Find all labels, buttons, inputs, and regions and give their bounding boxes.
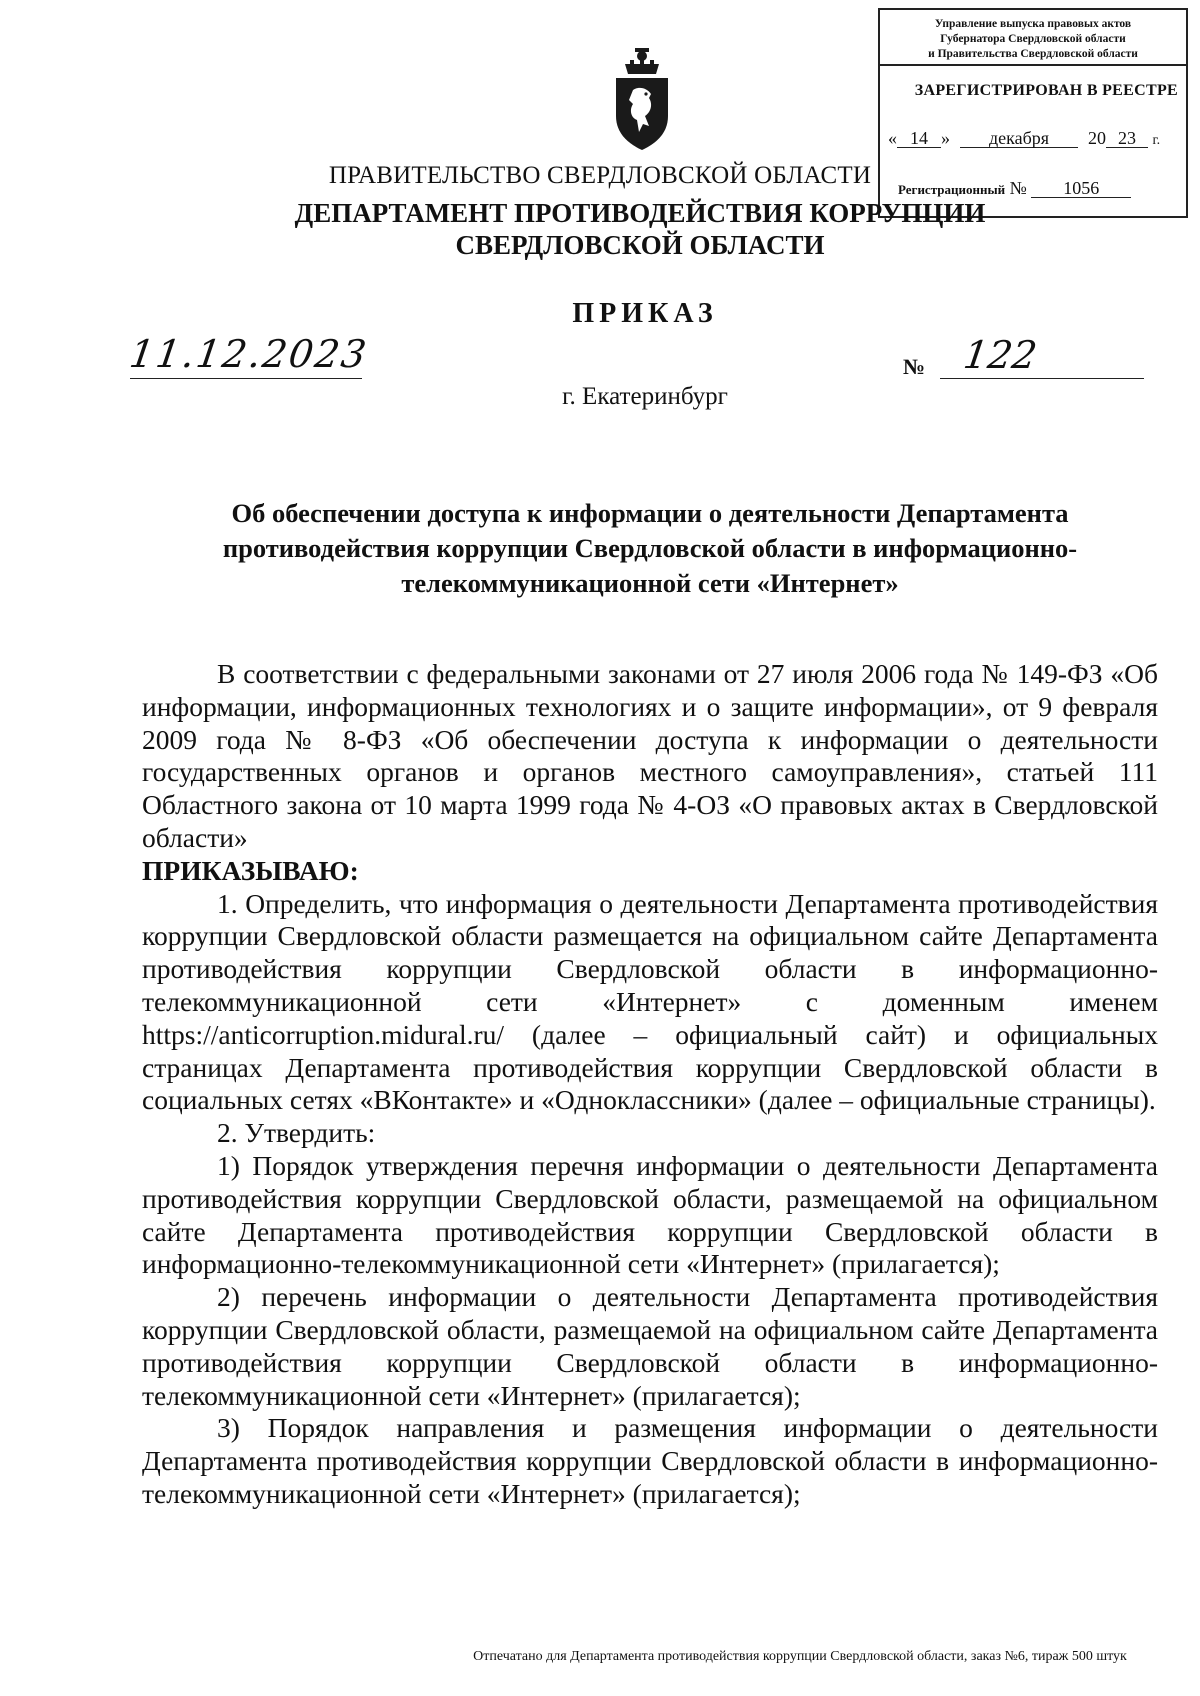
order-word: ПРИКАЗЫВАЮ: (142, 854, 359, 886)
document-title (150, 496, 1150, 601)
item-1-paragraph: 1. Определить, что информация о деятельности Департамента противодействия коррупции Свердловской области размещается на официальном сайте Департамента противодействия коррупции Свердловской области в информационно-телекоммуникационной сети «Интернет» с доменным именем https://anticorruption.midural.ru/ (далее – официальный сайт) и официальных страницах Департамента противодействия коррупции Свердловской области в социальных сетях «ВКонтакте» и «Одноклассники» (далее – официальные страницы). (142, 887, 1158, 1116)
stamp-number-label: Регистрационный (898, 182, 1006, 197)
document-title-line: телекоммуникационной сети «Интернет» (401, 568, 899, 598)
stamp-day: 14 (897, 129, 941, 148)
coat-of-arms-emblem (613, 46, 671, 152)
item-2-paragraph: 2. Утвердить: (217, 1117, 376, 1149)
stamp-date: « 14 » декабря 20 23 г. (888, 128, 1161, 148)
item-2-1-paragraph: 1) Порядок утверждения перечня информации о деятельности Департамента противодействия коррупции Свердловской области, размещаемой на официальном сайте Департамента противодействия коррупции Свердловской области в информационно-телекоммуникационной сети «Интернет» (прилагается); (142, 1149, 1158, 1280)
preamble-paragraph: В соответствии с федеральными законами от 27 июля 2006 года № 149-ФЗ «Об информации, информационных технологиях и о защите информации», от 9 февраля 2009 года № 8-ФЗ «Об обеспечении доступа к информации о деятельности государственных органов и органов местного самоуправления», статьей 111 Областного закона от 10 марта 1999 года № 4-ОЗ «О правовых актах в Свердловской области» (142, 658, 1158, 853)
handwritten-order-number-value: 122 (960, 333, 1040, 377)
document-body (142, 658, 1158, 1511)
stamp-header-line: Управление выпуска правовых актов (934, 18, 1132, 30)
item-2-3-paragraph: 3) Порядок направления и размещения информации о деятельности Департамента противодействия коррупции Свердловской области в информационно-телекоммуникационной сети «Интернет» (прилагается); (142, 1412, 1158, 1509)
department-name-line2: СВЕРДЛОВСКОЙ ОБЛАСТИ (455, 230, 825, 260)
handwritten-order-number (940, 332, 1144, 379)
city-name: г. Екатеринбург (562, 383, 728, 410)
document-title-line: Об обеспечении доступа к информации о деятельности Департамента (231, 498, 1069, 528)
stamp-header-line: и Правительства Свердловской области (928, 48, 1138, 60)
handwritten-date (126, 330, 371, 379)
department-name-line1: ДЕПАРТАМЕНТ ПРОТИВОДЕЙСТВИЯ КОРРУПЦИИ (294, 198, 986, 228)
stamp-number-value: 1056 (1031, 179, 1131, 198)
government-name: ПРАВИТЕЛЬСТВО СВЕРДЛОВСКОЙ ОБЛАСТИ (328, 162, 872, 189)
stamp-year-suffix: 23 (1106, 129, 1148, 148)
document-type-heading: ПРИКАЗ (572, 298, 718, 329)
print-footer: Отпечатано для Департамента противодействия коррупции Свердловской области, заказ №6, тираж 500 штук (473, 1649, 1127, 1664)
order-number-sign: № (903, 354, 926, 379)
document-title-line: противодействия коррупции Свердловской области в информационно- (222, 533, 1078, 563)
stamp-year-prefix: 20 (1088, 128, 1106, 148)
stamp-month: декабря (960, 129, 1078, 148)
stamp-year-unit: г. (1152, 133, 1161, 148)
handwritten-date-value: 11.12.2023 (126, 332, 371, 376)
stamp-registered-label: ЗАРЕГИСТРИРОВАН В РЕЕСТРЕ (914, 82, 1178, 99)
stamp-header (880, 10, 1186, 66)
stamp-header-line: Губернатора Свердловской области (940, 33, 1126, 45)
stamp-number-sign: № (1009, 178, 1027, 198)
item-2-2-paragraph: 2) перечень информации о деятельности Департамента противодействия коррупции Свердловской области, размещаемой на официальном сайте Департамента противодействия коррупции Свердловской области в информационно-телекоммуникационной сети «Интернет» (прилагается); (142, 1281, 1158, 1411)
